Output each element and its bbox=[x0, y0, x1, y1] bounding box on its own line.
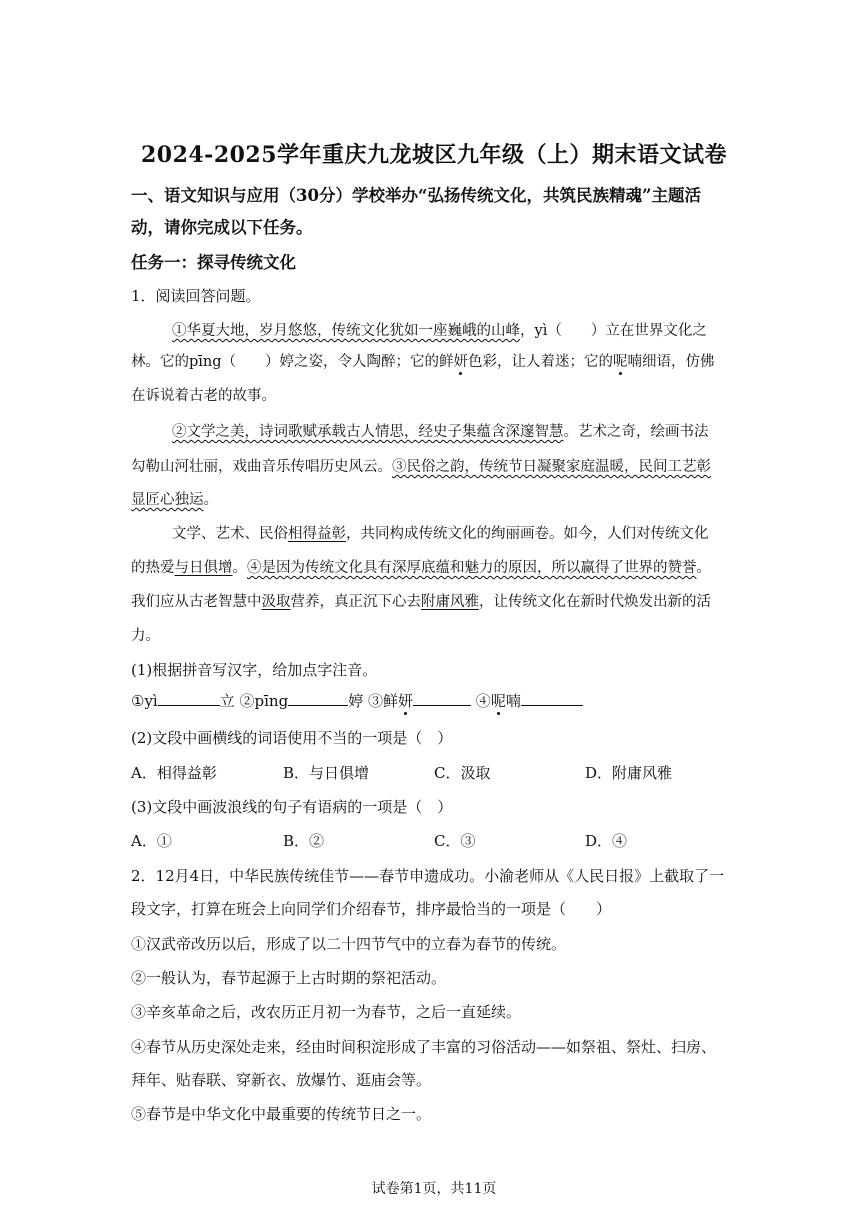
question-2-stem-line1: 2．12月4日，中华民族传统佳节——春节申遗成功。小渝老师从《人民日报》上截取了一 bbox=[131, 867, 725, 885]
passage-p1-line1 bbox=[172, 319, 707, 340]
passage-text: 的热爱 bbox=[131, 560, 175, 576]
answer-blank-1[interactable] bbox=[158, 691, 220, 706]
task-heading: 任务一：探寻传统文化 bbox=[131, 253, 296, 272]
passage-p3-line4: 力。 bbox=[131, 628, 160, 644]
subquestion-3-option-d[interactable]: D．④ bbox=[585, 832, 628, 850]
passage-p1-line3: 在诉说着古老的故事。 bbox=[131, 388, 276, 404]
passage-text: 。艺术之奇，绘画书法 bbox=[563, 424, 709, 440]
subquestion-2-option-c[interactable]: C．汲取 bbox=[434, 764, 491, 782]
section-heading-line2: 动，请你完成以下任务。 bbox=[131, 218, 313, 237]
passage-p1-line2 bbox=[131, 350, 715, 371]
passage-p2-line2 bbox=[131, 455, 711, 476]
wavy-sentence-1: ①华夏大地，岁月悠悠，传统文化犹如一座巍峨的山峰 bbox=[172, 323, 520, 339]
wavy-sentence-4: ④是因为传统文化具有深厚底蕴和魅力的原因，所以赢得了世界的赞誉 bbox=[247, 560, 697, 576]
page-title: 2024-2025学年重庆九龙坡区九年级（上）期末语文试卷 bbox=[140, 142, 728, 168]
passage-p2-line3 bbox=[131, 488, 218, 509]
wavy-sentence-3: ③民俗之韵，传统节日凝聚家庭温暖，民间工艺彰 bbox=[392, 459, 711, 475]
passage-text: 文学、艺术、民俗 bbox=[172, 526, 288, 542]
passage-text: 营养，真正沉下心去 bbox=[290, 594, 421, 610]
question-1-stem: 1．阅读回答问题。 bbox=[131, 287, 261, 305]
passage-text: 。 bbox=[203, 492, 218, 508]
answer-suffix-4: 喃 bbox=[505, 692, 521, 710]
subquestion-1-stem: (1)根据拼音写汉字，给加点字注音。 bbox=[131, 661, 378, 679]
answer-label-4: ④ bbox=[475, 692, 491, 710]
section-heading-line1: 一、语文知识与应用（30分）学校举办“弘扬传统文化，共筑民族精魂”主题活 bbox=[131, 186, 701, 205]
subquestion-2-stem: (2)文段中画横线的词语使用不当的一项是（ ） bbox=[131, 729, 453, 747]
passage-text: ，让传统文化在新时代焕发出新的活 bbox=[479, 594, 711, 610]
passage-text: 林。它的pīng（ ）婷之姿，令人陶醉；它的鲜 bbox=[131, 354, 454, 370]
passage-text: 我们应从古老智慧中 bbox=[131, 594, 262, 610]
passage-text: ，共同构成传统文化的绚丽画卷。如今，人们对传统文化 bbox=[346, 526, 709, 542]
underlined-word-3: 汲取 bbox=[261, 594, 291, 610]
question-2-item-1: ①汉武帝改历以后，形成了以二十四节气中的立春为春节的传统。 bbox=[131, 935, 567, 953]
answer-suffix-1: 立 bbox=[219, 692, 235, 710]
answer-blank-2[interactable] bbox=[288, 691, 348, 706]
subquestion-3-stem: (3)文段中画波浪线的句子有语病的一项是（ ） bbox=[131, 798, 453, 816]
dotted-char-ni: 呢 bbox=[490, 692, 506, 710]
passage-p2-line1 bbox=[172, 420, 709, 441]
question-2-item-3: ③辛亥革命之后，改农历正月初一为春节，之后一直延续。 bbox=[131, 1003, 522, 1021]
question-2-item-4-line2: 拜年、贴春联、穿新衣、放爆竹、逛庙会等。 bbox=[131, 1071, 432, 1089]
passage-text: 。 bbox=[232, 560, 247, 576]
question-2-item-2: ②一般认为，春节起源于上古时期的祭祀活动。 bbox=[131, 969, 447, 987]
answer-blank-4[interactable] bbox=[521, 691, 583, 706]
dotted-char-yan: 妍 bbox=[453, 354, 469, 370]
subquestion-3-option-c[interactable]: C．③ bbox=[434, 832, 476, 850]
answer-label-1: ①yì bbox=[131, 692, 158, 710]
subquestion-2-option-a[interactable]: A．相得益彰 bbox=[131, 764, 217, 782]
question-2-stem-line2: 段文字，打算在班会上向同学们介绍春节，排序最恰当的一项是（ ） bbox=[131, 900, 612, 918]
dotted-char-yan: 妍 bbox=[398, 692, 414, 710]
wavy-sentence-2: ②文学之美，诗词歌赋承载古人情思，经史子集蕴含深邃智慧 bbox=[172, 424, 564, 440]
passage-p3-line1 bbox=[172, 522, 709, 543]
subquestion-1-answers bbox=[131, 690, 583, 711]
answer-label-3: ③鲜 bbox=[367, 692, 398, 710]
subquestion-3-option-a[interactable]: A．① bbox=[131, 832, 172, 850]
answer-blank-3[interactable] bbox=[413, 691, 471, 706]
passage-p3-line3 bbox=[131, 590, 711, 611]
answer-suffix-2: 婷 bbox=[348, 692, 364, 710]
passage-p3-line2 bbox=[131, 556, 711, 577]
answer-label-2: ②pīng bbox=[239, 692, 289, 710]
underlined-word-4: 附庸风雅 bbox=[421, 594, 479, 610]
subquestion-2-option-d[interactable]: D．附庸风雅 bbox=[585, 764, 673, 782]
question-2-item-4-line1: ④春节从历史深处走来，经由时间积淀形成了丰富的习俗活动——如祭祖、祭灶、扫房、 bbox=[131, 1038, 717, 1056]
underlined-word-1: 相得益彰 bbox=[288, 526, 346, 542]
dotted-char-ni: 呢 bbox=[613, 354, 628, 370]
wavy-sentence-3-end: 显匠心独运 bbox=[131, 492, 204, 508]
passage-text: 喃细语，仿佛 bbox=[627, 354, 715, 370]
question-2-item-5: ⑤春节是中华文化中最重要的传统节日之一。 bbox=[131, 1105, 432, 1123]
passage-text: 勾勒山河壮丽，戏曲音乐传唱历史风云。 bbox=[131, 459, 392, 475]
underlined-word-2: 与日俱增 bbox=[174, 560, 233, 576]
passage-text: ，yì（ ）立在世界文化之 bbox=[520, 323, 707, 339]
subquestion-2-option-b[interactable]: B．与日俱增 bbox=[283, 764, 370, 782]
passage-text: 。 bbox=[696, 560, 711, 576]
passage-text: 色彩，让人着迷；它的 bbox=[468, 354, 614, 370]
page-footer: 试卷第1页，共11页 bbox=[371, 1181, 497, 1197]
subquestion-3-option-b[interactable]: B．② bbox=[283, 832, 325, 850]
